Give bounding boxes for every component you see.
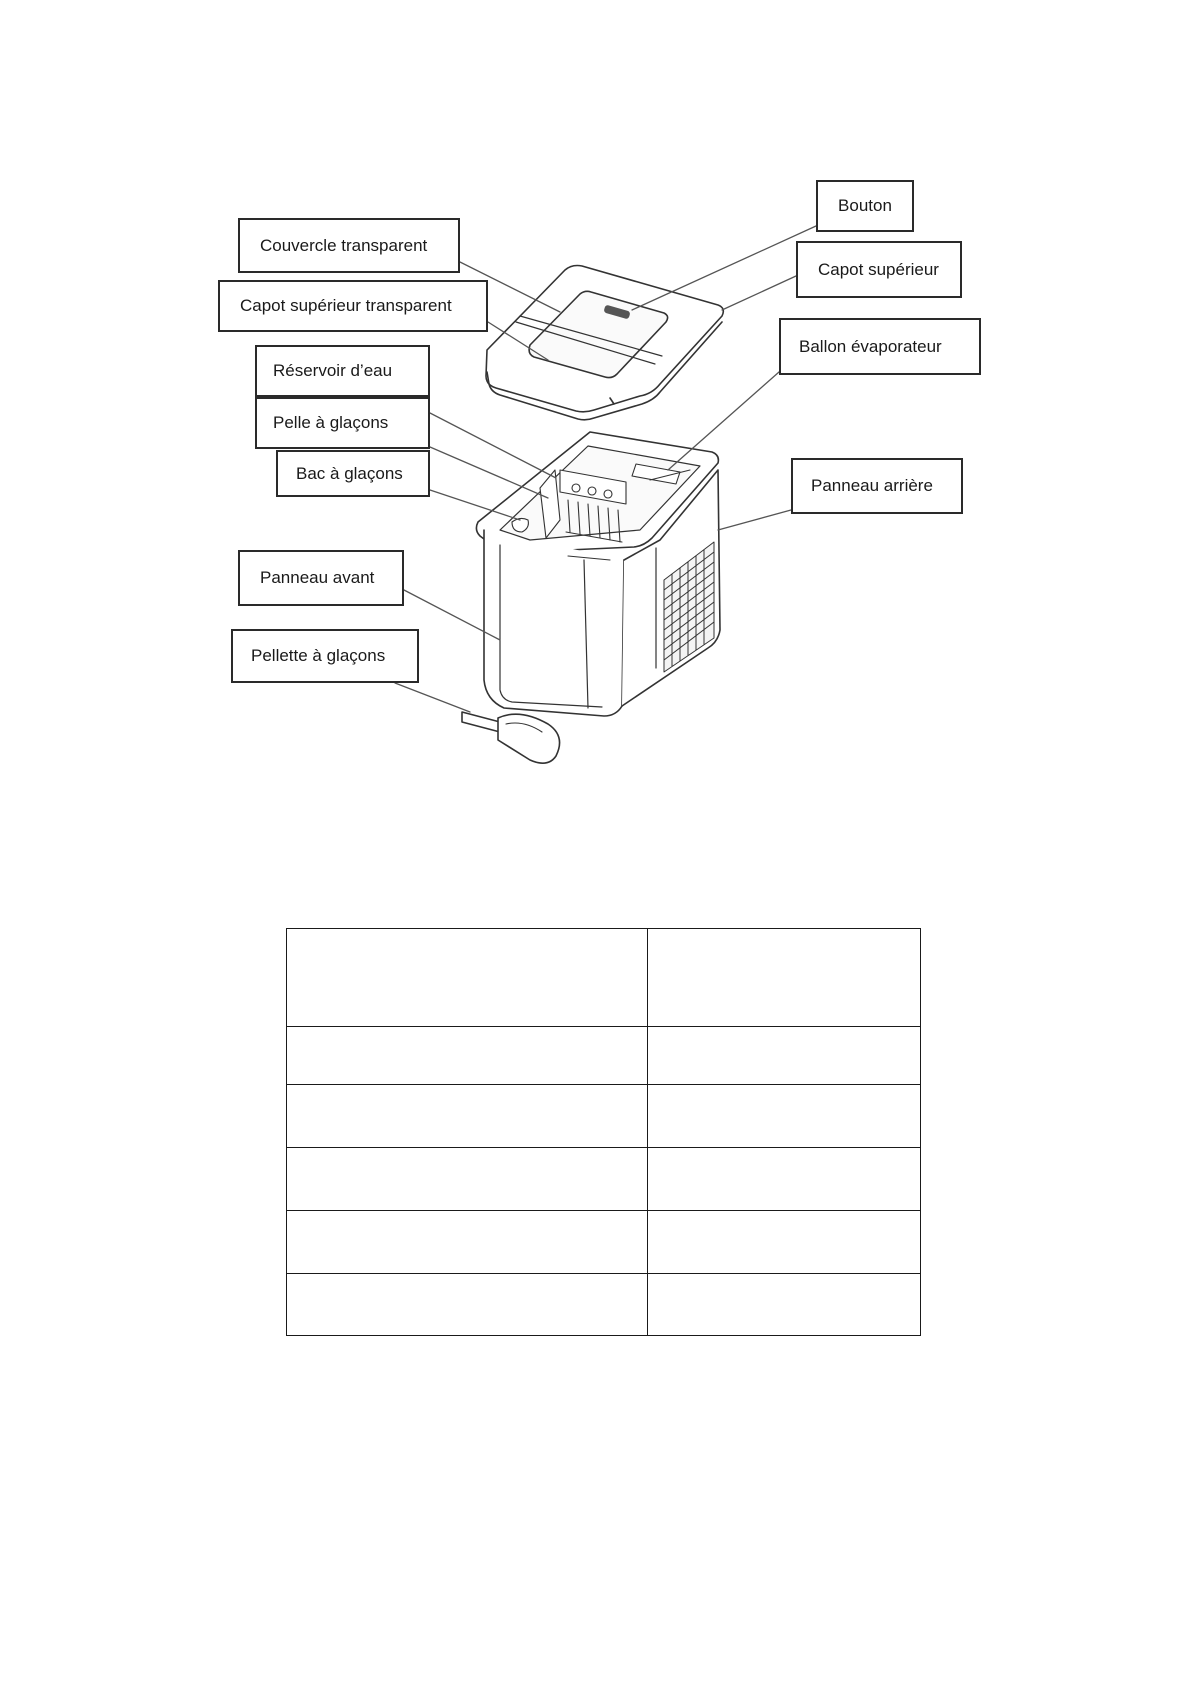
table-row [287,1027,921,1085]
label-text: Panneau avant [260,568,375,587]
label-pellette-glacons [231,629,419,683]
table-cell [287,1274,648,1336]
label-text: Réservoir d’eau [273,361,393,380]
body-illustration [476,432,720,716]
table-cell [287,929,648,1027]
table-cell [287,1027,648,1085]
label-pelle-glacons [255,397,430,449]
label-text: Ballon évaporateur [799,336,942,356]
table-cell [648,1274,921,1336]
table-row [287,1211,921,1274]
label-text: Couvercle transparent [260,235,428,255]
label-text: Panneau arrière [811,476,933,495]
table-row [287,1148,921,1211]
table-cell [287,1211,648,1274]
scoop-illustration [462,712,560,763]
table-row [287,1274,921,1336]
label-capot-superieur [796,241,962,298]
table-cell [648,1211,921,1274]
label-bouton [816,180,914,232]
table-cell [648,1148,921,1211]
ice-maker-exploded-diagram [0,0,1191,800]
label-text: Capot supérieur transparent [240,296,452,315]
label-ballon-evaporateur [779,318,981,375]
spec-table [286,928,921,1336]
table-row [287,929,921,1027]
label-bac-glacons [276,450,430,497]
label-panneau-avant [238,550,404,606]
table-cell [648,929,921,1027]
label-panneau-arriere [791,458,963,514]
table-cell [648,1027,921,1085]
label-text: Bouton [838,196,892,215]
label-couvercle-transparent [238,218,460,273]
label-capot-superieur-transparent [218,280,488,332]
label-reservoir-eau [255,345,430,397]
label-text: Pelle à glaçons [273,413,389,432]
table-cell [648,1085,921,1148]
label-text: Pellette à glaçons [251,646,386,665]
table-cell [287,1085,648,1148]
label-text: Capot supérieur [818,259,939,279]
table-row [287,1085,921,1148]
table-cell [287,1148,648,1211]
label-text: Bac à glaçons [296,463,403,483]
